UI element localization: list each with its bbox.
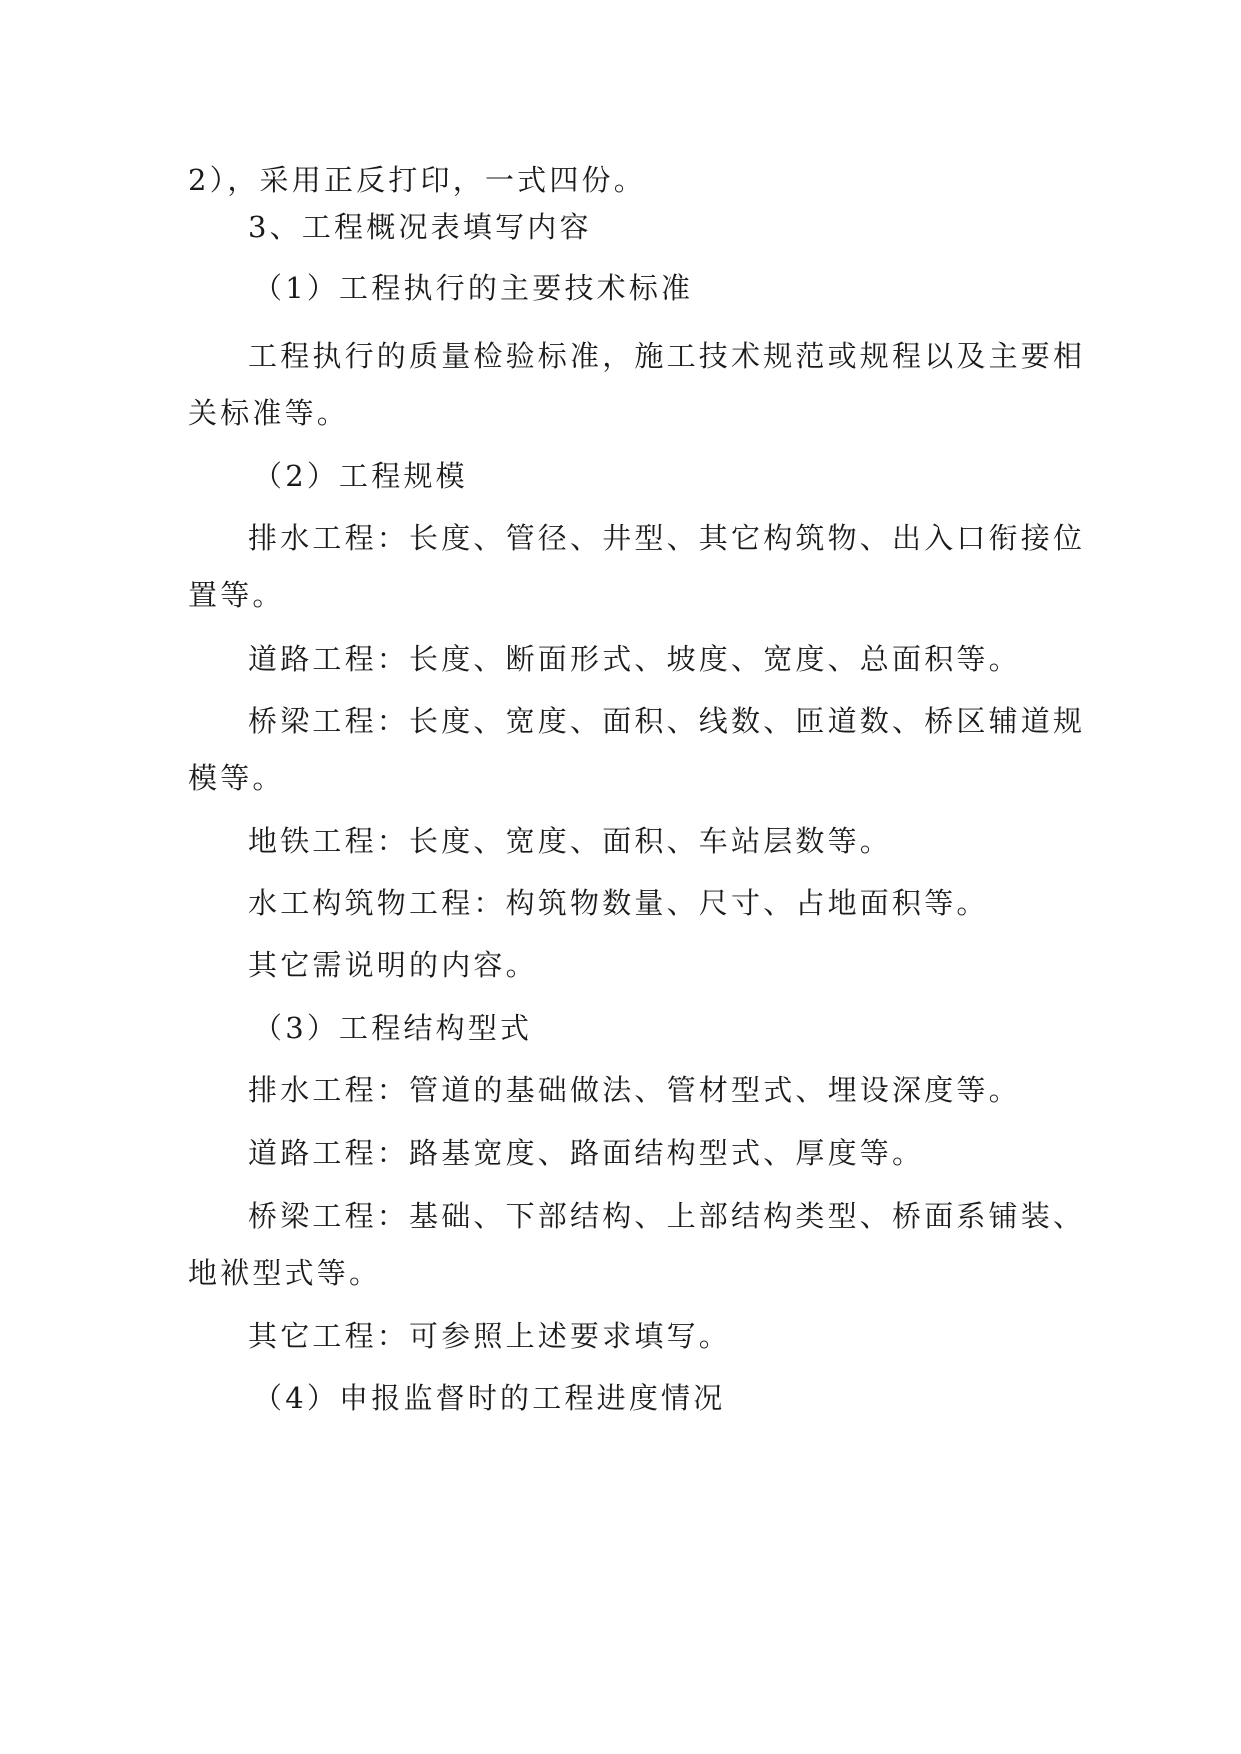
paragraph-line: 桥梁工程：基础、下部结构、上部结构类型、桥面系铺装、 [248,1199,1086,1233]
paragraph-line: 其它需说明的内容。 [248,948,538,982]
section-heading-project-overview: 3、工程概况表填写内容 [248,210,592,244]
text-line-print-instruction: 2），采用正反打印，一式四份。 [188,163,646,197]
paragraph-line: 其它工程：可参照上述要求填写。 [248,1319,732,1353]
subsection-heading-project-scale: （2）工程规模 [253,459,468,493]
paragraph-line: 关标准等。 [188,396,350,430]
paragraph-line: 地铁工程：长度、宽度、面积、车站层数等。 [248,824,893,858]
paragraph-line: 地袱型式等。 [188,1256,382,1290]
paragraph-line: 排水工程：管道的基础做法、管材型式、埋设深度等。 [248,1073,1021,1107]
paragraph-line: 工程执行的质量检验标准，施工技术规范或规程以及主要相 [248,339,1086,373]
subsection-heading-technical-standards: （1）工程执行的主要技术标准 [253,271,694,305]
paragraph-line: 排水工程：长度、管径、井型、其它构筑物、出入口衔接位 [248,521,1086,555]
paragraph-line: 水工构筑物工程：构筑物数量、尺寸、占地面积等。 [248,886,989,920]
paragraph-line: 道路工程：长度、断面形式、坡度、宽度、总面积等。 [248,642,1021,676]
paragraph-line: 道路工程：路基宽度、路面结构型式、厚度等。 [248,1136,925,1170]
paragraph-line: 桥梁工程：长度、宽度、面积、线数、匝道数、桥区辅道规 [248,704,1086,738]
subsection-heading-progress: （4）申报监督时的工程进度情况 [253,1381,726,1415]
paragraph-line: 模等。 [188,761,285,795]
paragraph-line: 置等。 [188,578,285,612]
subsection-heading-structure-type: （3）工程结构型式 [253,1011,533,1045]
